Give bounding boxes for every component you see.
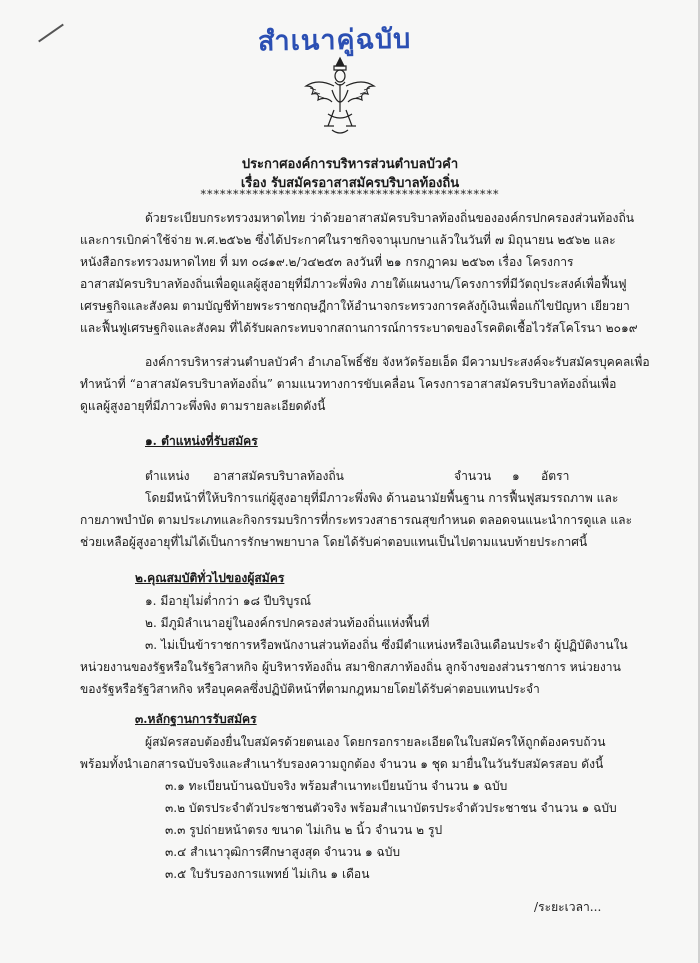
evidence-item: ๓.๑ ทะเบียนบ้านฉบับจริง พร้อมสำเนาทะเบียนบ้าน จำนวน ๑ ฉบับ	[165, 779, 508, 793]
intro-line: อาสาสมัครบริบาลท้องถิ่นเพื่อดูแลผู้สูงอายุที่มีภาวะพึ่งพิง ภายใต้แผนงาน/โครงการที่มีวัตถุประสงค์เพื่อฟื้นฟู	[80, 277, 627, 291]
intro-line: ด้วยระเบียบกระทรวงมหาดไทย ว่าด้วยอาสาสมัครบริบาลท้องถิ่นขององค์กรปกครองส่วนท้องถิ่น	[145, 211, 635, 225]
garuda-emblem-icon	[298, 52, 382, 138]
purpose-line: องค์การบริหารส่วนตำบลบัวคำ อำเภอโพธิ์ชัย จังหวัดร้อยเอ็ด มีความประสงค์จะรับสมัครบุคคลเพื่อ	[145, 355, 650, 369]
section3-heading: ๓.หลักฐานการรับสมัคร	[135, 712, 257, 726]
purpose-line: ทำหน้าที่ “อาสาสมัครบริบาลท้องถิ่น” ตามแนวทางการขับเคลื่อน โครงการอาสาสมัครบริบาลท้องถิ่นเพื่อ	[80, 377, 617, 391]
intro-line: เศรษฐกิจและสังคม ตามบัญชีท้ายพระราชกฤษฎีกาให้อำนาจกระทรวงการคลังกู้เงินเพื่อแก้ไขปัญหา เยียวยา	[80, 299, 630, 313]
amount-label: จำนวน	[454, 469, 492, 483]
copy-stamp: สำเนาคู่ฉบับ	[257, 23, 412, 58]
purpose-line: ดูแลผู้สูงอายุที่มีภาวะพึ่งพิง ตามรายละเอียดดังนี้	[80, 399, 326, 413]
amount-value: ๑	[512, 469, 520, 483]
intro-line: หนังสือกระทรวงมหาดไทย ที่ มท ๐๘๑๙.๒/ว๔๒๕๓ ลงวันที่ ๒๑ กรกฎาคม ๒๕๖๓ เรื่อง โครงการ	[80, 255, 574, 269]
duty-line: โดยมีหน้าที่ให้บริการแก่ผู้สูงอายุที่มีภาวะพึ่งพิง ด้านอนามัยพื้นฐาน การฟื้นฟูสมรรถภาพ และ	[145, 491, 619, 505]
qualification-cont: ของรัฐหรือรัฐวิสาหกิจ หรือบุคคลซึ่งปฏิบัติหน้าที่ตามกฎหมายโดยได้รับค่าตอบแทนประจำ	[80, 682, 540, 696]
qualification-item: ๑. มีอายุไม่ต่ำกว่า ๑๘ ปีบริบูรณ์	[145, 594, 312, 608]
section2-heading: ๒.คุณสมบัติทั่วไปของผู้สมัคร	[135, 571, 285, 585]
duty-line: กายภาพบำบัด ตามประเภทและกิจกรรมบริการที่กระทรวงสาธารณสุขกำหนด ตลอดจนแนะนำการดูแล และ	[80, 513, 633, 527]
evidence-item: ๓.๓ รูปถ่ายหน้าตรง ขนาด ไม่เกิน ๒ นิ้ว จำนวน ๒ รูป	[165, 823, 443, 837]
qualification-cont: หน่วยงานของรัฐหรือในรัฐวิสาหกิจ ผู้บริหารท้องถิ่น สมาชิกสภาท้องถิ่น ลูกจ้างของส่วนราชการ หน่วยงาน	[80, 660, 621, 674]
pen-mark	[38, 24, 64, 43]
position-value: อาสาสมัครบริบาลท้องถิ่น	[213, 469, 344, 483]
section1-heading: ๑. ตำแหน่งที่รับสมัคร	[145, 434, 258, 448]
amount-unit: อัตรา	[541, 469, 570, 483]
evidence-item: ๓.๔ สำเนาวุฒิการศึกษาสูงสุด จำนวน ๑ ฉบับ	[165, 845, 401, 859]
position-label: ตำแหน่ง	[145, 469, 190, 483]
duty-line: ช่วยเหลือผู้สูงอายุที่ไม่ได้เป็นการรักษาพยาบาล โดยได้รับค่าตอบแทนเป็นไปตามแนบท้ายประกาศนี้	[80, 535, 588, 549]
qualification-item: ๒. มีภูมิลำเนาอยู่ในองค์กรปกครองส่วนท้องถิ่นแห่งพื้นที่	[145, 616, 430, 630]
intro-line: และการเบิกค่าใช้จ่าย พ.ศ.๒๕๖๒ ซึ่งได้ประกาศในราชกิจจานุเบกษาแล้วในวันที่ ๗ มิถุนายน ๒๕๖๒ และ	[80, 233, 616, 247]
divider-stars: **********************************************	[200, 188, 500, 201]
evidence-intro: พร้อมทั้งนำเอกสารฉบับจริงและสำเนารับรองความถูกต้อง จำนวน ๑ ชุด มายื่นในวันรับสมัครสอบ ดังนี้	[80, 757, 604, 771]
evidence-item: ๓.๕ ใบรับรองการแพทย์ ไม่เกิน ๑ เดือน	[165, 867, 370, 881]
notice-subject: เรื่อง รับสมัครอาสาสมัครบริบาลท้องถิ่น	[240, 176, 460, 191]
qualification-item: ๓. ไม่เป็นข้าราชการหรือพนักงานส่วนท้องถิ่น ซึ่งมีตำแหน่งหรือเงินเดือนประจำ ผู้ปฏิบัติงานใน	[145, 638, 628, 652]
notice-title: ประกาศองค์การบริหารส่วนตำบลบัวคำ	[241, 157, 459, 172]
intro-line: และฟื้นฟูเศรษฐกิจและสังคม ที่ได้รับผลกระทบจากสถานการณ์การระบาดของโรคติดเชื้อไวรัสโคโรนา ๒๐๑๙	[80, 321, 638, 335]
evidence-item: ๓.๒ บัตรประจำตัวประชาชนตัวจริง พร้อมสำเนาบัตรประจำตัวประชาชน จำนวน ๑ ฉบับ	[165, 801, 617, 815]
evidence-intro: ผู้สมัครสอบต้องยื่นใบสมัครด้วยตนเอง โดยกรอกรายละเอียดในใบสมัครให้ถูกต้องครบถ้วน	[145, 735, 606, 749]
continued-footer: /ระยะเวลา...	[534, 900, 602, 914]
